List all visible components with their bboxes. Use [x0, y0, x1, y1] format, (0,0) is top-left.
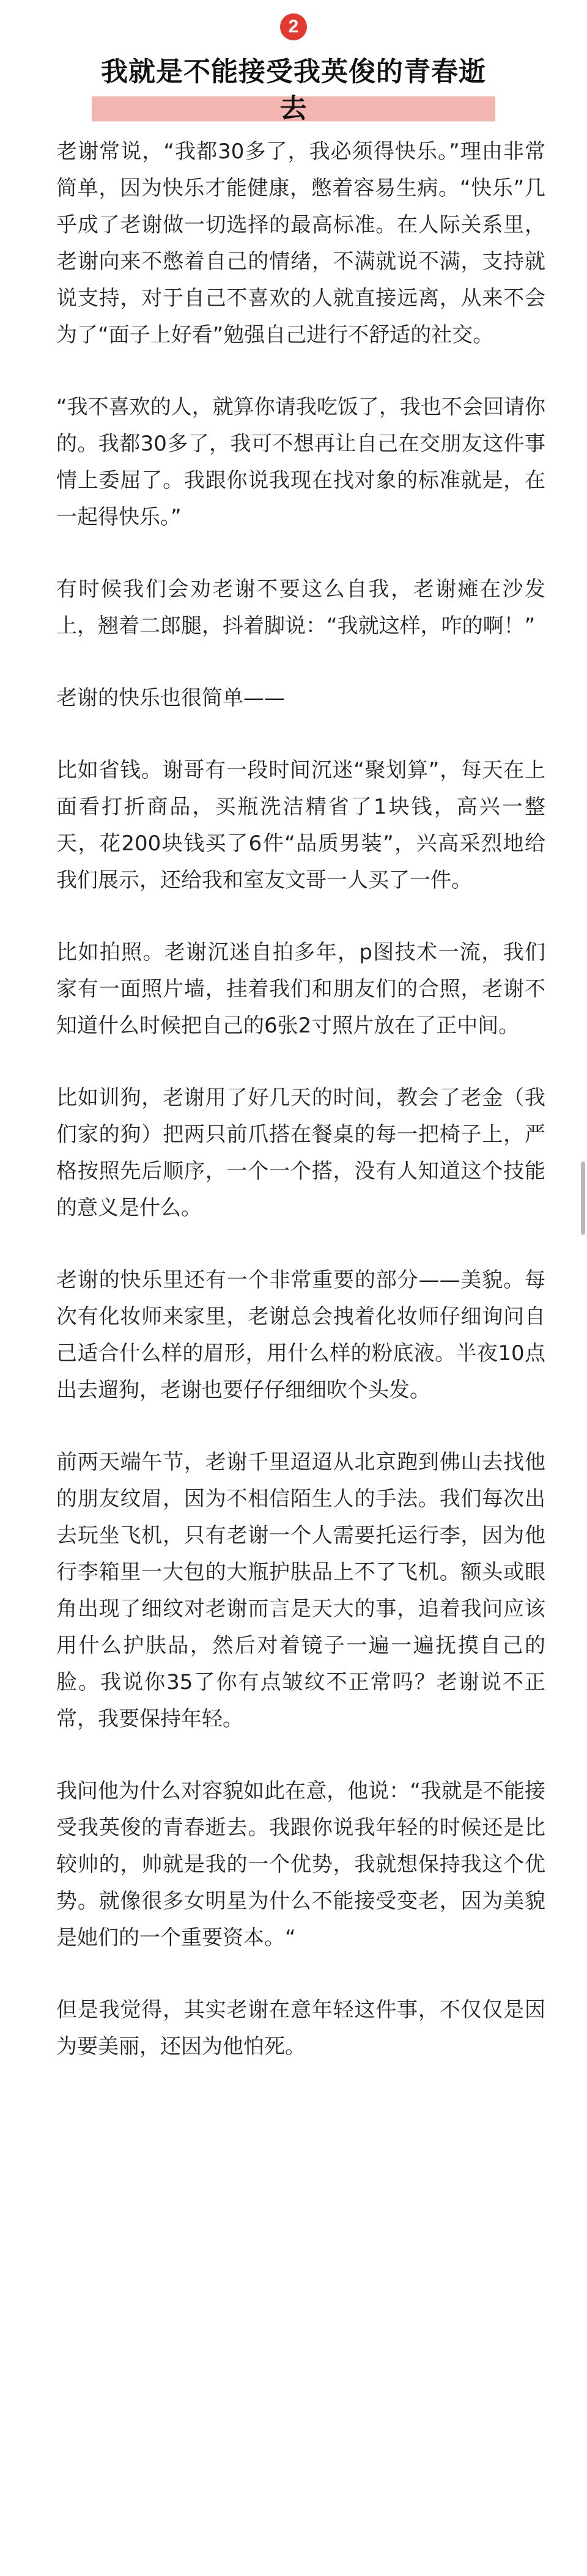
paragraph-10: 我问他为什么对容貌如此在意，他说：“我就是不能接受我英俊的青春逝去。我跟你说我年轻的时候还是比较帅的，帅就是我的一个优势，我就想保持我这个优势。就像很多女明星为什么不能接受变老，因为美貌是她们的一个重要资本。“ — [56, 1779, 545, 1950]
paragraph-4: 老谢的快乐也很简单—— — [56, 686, 285, 710]
scrollbar-thumb[interactable] — [581, 1161, 585, 1235]
paragraph-1: 老谢常说，“我都30多了，我必须得快乐。”理由非常简单，因为快乐才能健康，憋着容易生病。“快乐”几乎成了老谢做一切选择的最高标准。在人际关系里，老谢向来不憋着自己的情绪，不满就说不满，支持就说支持，对于自己不喜欢的人就直接远离，从来不会为了“面子上好看”勉强自己进行不舒适的社交。 — [56, 139, 545, 347]
paragraph-8: 老谢的快乐里还有一个非常重要的部分——美貌。每次有化妆师来家里，老谢总会拽着化妆师仔细询问自己适合什么样的眉形，用什么样的粉底液。半夜10点出去遛狗，老谢也要仔仔细细吹个头发。 — [56, 1268, 545, 1402]
paragraph-2: “我不喜欢的人，就算你请我吃饭了，我也不会回请你的。我都30多了，我可不想再让自己在交朋友这件事情上委屈了。我跟你说我现在找对象的标准就是，在一起得快乐。” — [56, 395, 545, 529]
article-body — [56, 133, 545, 2100]
paragraph-5: 比如省钱。谢哥有一段时间沉迷“聚划算”，每天在上面看打折商品，买瓶洗洁精省了1块钱，高兴一整天，花200块钱买了6件“品质男装”，兴高采烈地给我们展示，还给我和室友文哥一人买了一件。 — [56, 758, 545, 892]
section-title: 我就是不能接受我英俊的青春逝去 — [92, 54, 495, 127]
paragraph-11: 但是我觉得，其实老谢在意年轻这件事，不仅仅是因为要美丽，还因为他怕死。 — [56, 1998, 545, 2059]
paragraph-6: 比如拍照。老谢沉迷自拍多年，p图技术一流，我们家有一面照片墙，挂着我们和朋友们的合照，老谢不知道什么时候把自己的6张2寸照片放在了正中间。 — [56, 940, 545, 1038]
section-number-badge: 2 — [280, 13, 307, 40]
paragraph-9: 前两天端午节，老谢千里迢迢从北京跑到佛山去找他的朋友纹眉，因为不相信陌生人的手法。我们每次出去玩坐飞机，只有老谢一个人需要托运行李，因为他行李箱里一大包的大瓶护肤品上不了飞机。额头或眼角出现了细纹对老谢而言是天大的事，追着我问应该用什么护肤品，然后对着镜子一遍一遍抚摸自己的脸。我说你35了你有点皱纹不正常吗？老谢说不正常，我要保持年轻。 — [56, 1450, 545, 1731]
section-header — [0, 13, 587, 40]
title-container — [92, 54, 495, 127]
paragraph-7: 比如训狗，老谢用了好几天的时间，教会了老金（我们家的狗）把两只前爪搭在餐桌的每一把椅子上，严格按照先后顺序，一个一个搭，没有人知道这个技能的意义是什么。 — [56, 1086, 545, 1220]
scrollbar[interactable] — [578, 0, 587, 2576]
paragraph-3: 有时候我们会劝老谢不要这么自我，老谢瘫在沙发上，翘着二郎腿，抖着脚说：“我就这样，咋的啊！” — [56, 577, 545, 638]
